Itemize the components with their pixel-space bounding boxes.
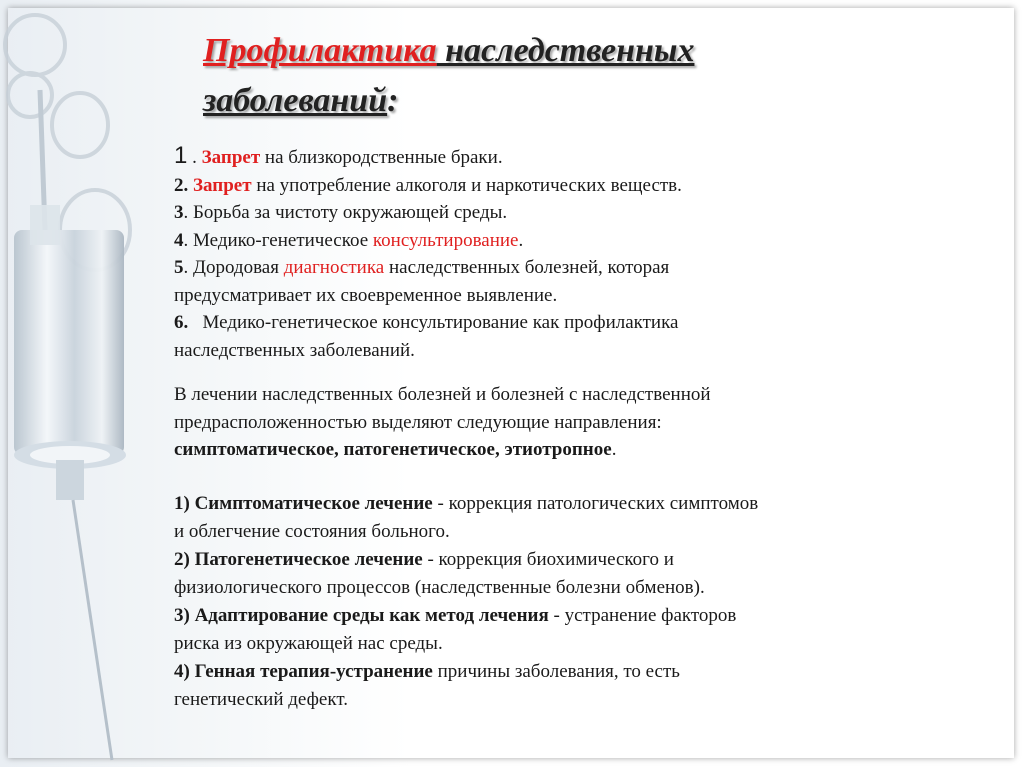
- list-item: 1) Симптоматическое лечение - коррекция патологических симптомов и облегчение состояния больного.: [174, 493, 759, 542]
- list-item: 4. Медико-генетическое консультирование.: [174, 229, 524, 251]
- list-item: 1 . Запрет на близкородственные браки.: [174, 142, 503, 169]
- treatment-intro: В лечении наследственных болезней и болезней с наследственной предрасположенностью выделяют следующие направления: симптоматическое, патогенетическое, этиотропное.: [174, 384, 711, 460]
- list-item: 3. Борьба за чистоту окружающей среды.: [174, 202, 508, 223]
- syringe-icon: [0, 0, 170, 767]
- list-item: 3) Адаптирование среды как метод лечения - устранение факторов риска из окружающей нас среды.: [174, 605, 737, 654]
- slide-title: [203, 26, 843, 126]
- title-part-2: наследственных: [436, 32, 695, 69]
- list-item: 2. Запрет на употребление алкоголя и наркотических веществ.: [174, 174, 682, 196]
- prevention-list: [174, 142, 814, 364]
- list-item: 6. Медико-генетическое консультирование как профилактика наследственных заболеваний.: [174, 312, 679, 361]
- treatment-list: [174, 490, 894, 714]
- list-item: 4) Генная терапия-устранение причины заболевания, то есть генетический дефект.: [174, 661, 680, 710]
- title-colon: :: [387, 82, 399, 119]
- title-part-red: Профилактика: [203, 32, 437, 69]
- title-part-3: заболеваний: [203, 82, 388, 119]
- list-item: 2) Патогенетическое лечение - коррекция биохимического и физиологического процессов (наследственные болезни обменов).: [174, 549, 705, 598]
- list-item: 5. Дородовая диагностика наследственных болезней, которая предусматривает их своевременное выявление.: [174, 257, 670, 306]
